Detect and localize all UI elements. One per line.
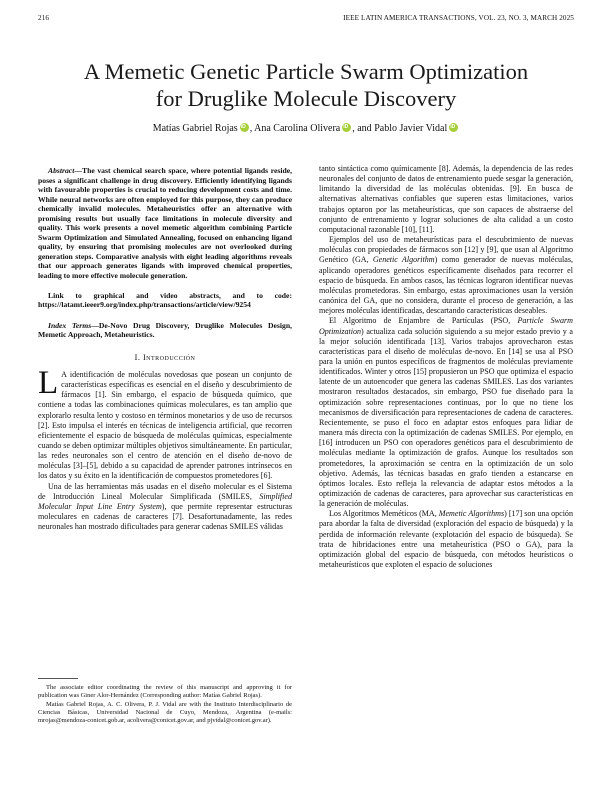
orcid-icon[interactable]: [342, 123, 351, 132]
intro-paragraph-1: L A identificación de moléculas novedosas que posean un conjunto de características específicas es esencial en el diseño y descubrimiento de fármacos [1]. Sin embargo, el espacio de búsqueda químico, que contiene a todas las combinaciones químicas moleculares, es tan amplio que explorarlo resulta lento y costoso en términos monetarios y de uso de recursos [2]. Esto impulsa el interés en técnicas de inteligencia artificial, que recorren eficientemente el espacio de búsqueda de moléculas químicas, especialmente cuando se deben optimizar múltiples objetivos simultáneamente. En particular, las redes neuronales son el centro de atención en el diseño de-novo de moléculas [3]–[5], debido a su capacidad de aprender patrones intrínsecos en los datos y su éxito en la identificación de compuestos prometedores [6].: [38, 364, 292, 481]
author-3: Pablo Javier Vidal: [374, 123, 448, 134]
section-heading-introduction: I. Introducción: [134, 352, 196, 362]
author-1: Matías Gabriel Rojas: [152, 123, 238, 134]
title-line-2: for Druglike Molecule Discovery: [155, 86, 457, 111]
intro-paragraph-2: Una de las herramientas más usadas en el diseño molecular es el Sistema de Introducción Lineal Molecular Simplificada (SMILES, Simplified Molecular Input Line Entry System), que permite representar estructuras moleculares en cadenas de caracteres [7]. Desafortunadamente, las redes neuronales han mostrado dificultades para generar cadenas SMILES válidas: [38, 481, 292, 532]
drop-cap: L: [38, 364, 59, 401]
right-column: [319, 164, 573, 570]
abstract: Abstract—The vast chemical search space, where potential ligands reside, poses a significant challenge in drug discovery. Efficiently identifying ligands with favourable properties is crucial to reducing development costs and time. While neural networks are often employed for this purpose, they can produce chemically invalid molecules. Metaheuristics offer an alternative with promising results but usually face limitations in molecule diversity and quality. This work presents a novel memetic algorithm combining Particle Swarm Optimization and Simulated Annealing, focused on enhancing ligand quality, by ensuring that promising molecules are not overlooked during generation steps. Comparative analysis with eight leading algorithms reveals that our approach generates ligands with improved chemical properties, leading to more effective molecule generation.: [38, 166, 292, 281]
index-terms: Index Terms—De-Novo Drug Discovery, Druglike Molecules Design, Memetic Approach, Metaheuristics.: [38, 320, 292, 340]
orcid-icon[interactable]: [449, 123, 458, 132]
right-paragraph-3: El Algoritmo de Enjambre de Partículas (PSO, Particle Swarm Optimization) actualiza cada solución siguiendo a su mejor estado previo y a la mejor solución identificada [13]. Varios trabajos aprovecharon estas características para el diseño de moléculas de-novo. En [14] se usa al PSO para la unión en puntos específicos de fragmentos de moléculas previamente identificados. Winter y otros [15] propusieron un PSO que optimiza el espacio latente de un autoencoder que genera las cadenas SMILES. Las dos variantes mostraron resultados destacados, sin embargo, PSO fue diseñado para la optimización sobre representaciones continuas, por lo que no tiene los mecanismos de diversificación para representaciones de cadena de caracteres. Recientemente, se puso el foco en adaptar estos enfoques para lidiar de manera más directa con la optimización de cadenas SMILES. Por ejemplo, en [16] introducen un PSO con operadores genéticos para el descubrimiento de moléculas mediante la optimización de grafos. Aunque los resultados son prometedores, la aproximación se centra en la optimización de un solo objetivo. Además, las técnicas basadas en grafo tienden a estancarse en óptimos locales. Esto refleja la relevancia de adaptar estos métodos a la optimización de cadenas de caracteres, para aprovechar sus características en la generación de moléculas.: [319, 316, 573, 509]
orcid-icon[interactable]: [240, 123, 249, 132]
title-line-1: A Memetic Genetic Particle Swarm Optimization: [83, 59, 529, 84]
footnote-affiliations: Matías Gabriel Rojas, A. C. Olivera, P. J. Vidal are with the Instituto Interdisciplinario de Ciencias Básicas, Universidad Nacional de Cuyo, Mendoza, Argentina (e-mails: mrojas@mendoza-conicet.gob.ar, acolivera@conicet.gov.ar, and pjvidal@conicet.gov.ar).: [38, 701, 292, 725]
author-list: Matías Gabriel RojasiD , Ana Carolina OliveraiD , and Pablo Javier VidaliD: [30, 123, 582, 134]
page-number: 216: [38, 14, 50, 22]
footnotes: [38, 684, 292, 726]
paper-title: [30, 58, 582, 112]
links-paragraph[interactable]: Link to graphical and video abstracts, and to code: https://latamt.ieeer9.org/index.php/transactions/article/view/9254: [38, 290, 292, 310]
journal-name: IEEE LATIN AMERICA TRANSACTIONS, VOL. 23, NO. 3, MARCH 2025: [343, 14, 574, 22]
footnote-editor: The associate editor coordinating the review of this manuscript and approving it for publication was Giner Alor-Hernández (Corresponding author: Matías Gabriel Rojas).: [38, 684, 292, 700]
running-header: [38, 14, 574, 26]
author-2: Ana Carolina Olivera: [254, 123, 341, 134]
right-paragraph-2: Ejemplos del uso de metaheurísticas para el descubrimiento de nuevas moléculas con propiedades de fármacos son [12] y [9], que usan al Algoritmo Genético (GA, Genetic Algorithm) como generador de nuevas moléculas, aplicando operadores genéticos específicamente diseñados para recorrer el espacio de búsqueda. En ambos casos, las técnicas lograron identificar nuevas moléculas prometedoras. Sin embargo, estas aproximaciones usan la versión canónica del GA, que no considera, durante el proceso de generación, a las mejores moléculas identificadas, descartando características deseables.: [319, 235, 573, 316]
right-paragraph-1: tanto sintáctica como químicamente [8]. Además, la dependencia de las redes neuronales del conjunto de datos de entrenamiento puede sesgar la generación, limitando la diversidad de las moléculas obtenidas. [9]. En busca de alternativas alternativas confiables que superen estas limitaciones, varios trabajos optaron por las metaheurísticas, que son capaces de abstraerse del conjunto de entrenamiento y lograr soluciones de alta calidad a un costo computacional razonable [10], [11].: [319, 164, 573, 234]
footnote-rule: [38, 678, 78, 679]
right-paragraph-4: Los Algoritmos Meméticos (MA, Memetic Algorithms) [17] son una opción para abordar la falta de diversidad (exploración del espacio de búsqueda) y la perdida de información relevante (explotación del espacio de búsqueda). Se trata de hibridaciones entre una metaheurística (PSO o GA), para la optimización global del espacio de búsqueda, con métodos heurísticos o metaheurísticos que exploten el espacio de soluciones: [319, 509, 573, 570]
left-column: [38, 166, 292, 532]
